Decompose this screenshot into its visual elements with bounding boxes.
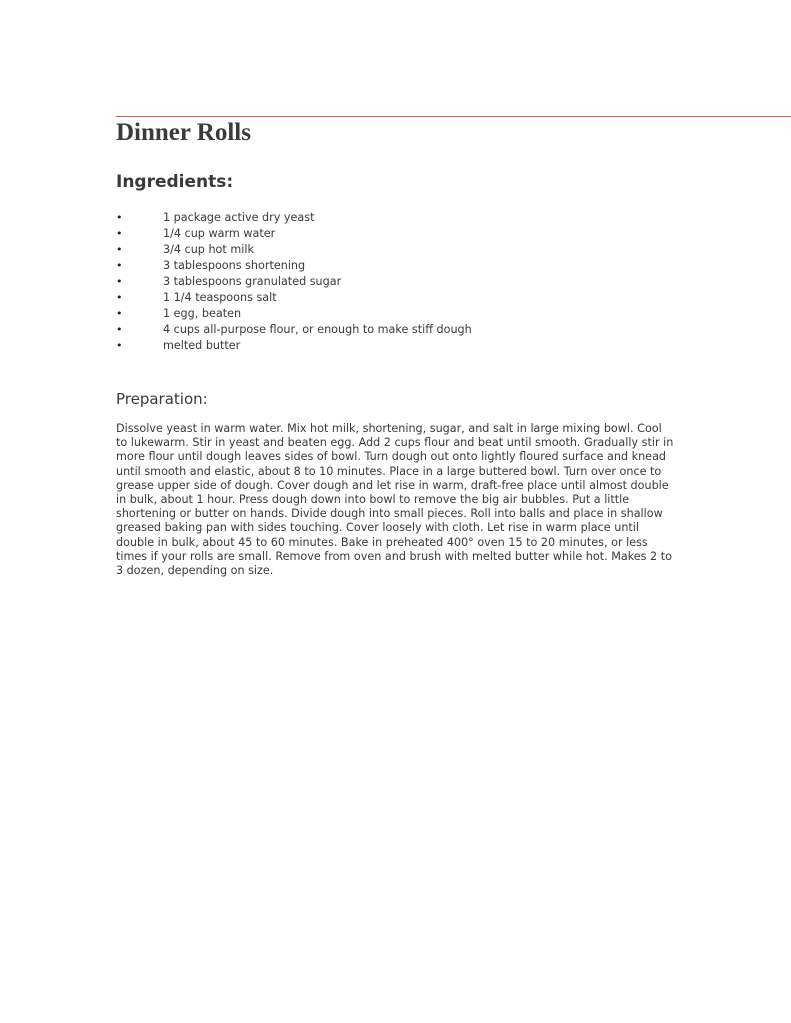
ingredient-text: 3 tablespoons shortening <box>163 259 306 272</box>
bullet-icon: • <box>116 307 123 320</box>
page-title: Dinner Rolls <box>116 119 251 146</box>
ingredient-text: 4 cups all-purpose flour, or enough to make stiff dough <box>163 323 472 336</box>
bullet-icon: • <box>116 227 123 240</box>
bullet-icon: • <box>116 211 123 224</box>
bullet-icon: • <box>116 323 123 336</box>
header-divider <box>116 116 791 117</box>
bullet-icon: • <box>116 243 123 256</box>
ingredient-text: 1 egg, beaten <box>163 307 242 320</box>
bullet-icon: • <box>116 291 123 304</box>
ingredients-heading: Ingredients: <box>116 172 234 192</box>
bullet-icon: • <box>116 275 123 288</box>
ingredient-text: melted butter <box>163 339 241 352</box>
bullet-icon: • <box>116 339 123 352</box>
preparation-heading: Preparation: <box>116 390 208 408</box>
ingredient-text: 1 1/4 teaspoons salt <box>163 291 277 304</box>
ingredient-text: 3 tablespoons granulated sugar <box>163 275 342 288</box>
ingredient-text: 3/4 cup hot milk <box>163 243 254 256</box>
preparation-text: Dissolve yeast in warm water. Mix hot milk, shortening, sugar, and salt in large mixing bowl. Cool to lukewarm. Stir in yeast and beaten egg. Add 2 cups flour and beat until smooth. Gradually stir in more flour until dough leaves sides of bowl. Turn dough out onto lightly floured surface and knead until smooth and elastic, about 8 to 10 minutes. Place in a large buttered bowl. Turn over once to grease upper side of dough. Cover dough and let rise in warm, draft-free place until almost double in bulk, about 1 hour. Press dough down into bowl to remove the big air bubbles. Put a little shortening or butter on hands. Divide dough into small pieces. Roll into balls and place in shallow greased baking pan with sides touching. Cover loosely with cloth. Let rise in warm place until double in bulk, about 45 to 60 minutes. Bake in preheated 400° oven 15 to 20 minutes, or less times if your rolls are small. Remove from oven and brush with melted butter while hot. Makes 2 to 3 dozen, depending on size. <box>116 422 674 578</box>
ingredient-text: 1 package active dry yeast <box>163 211 315 224</box>
bullet-icon: • <box>116 259 123 272</box>
ingredient-text: 1/4 cup warm water <box>163 227 276 240</box>
